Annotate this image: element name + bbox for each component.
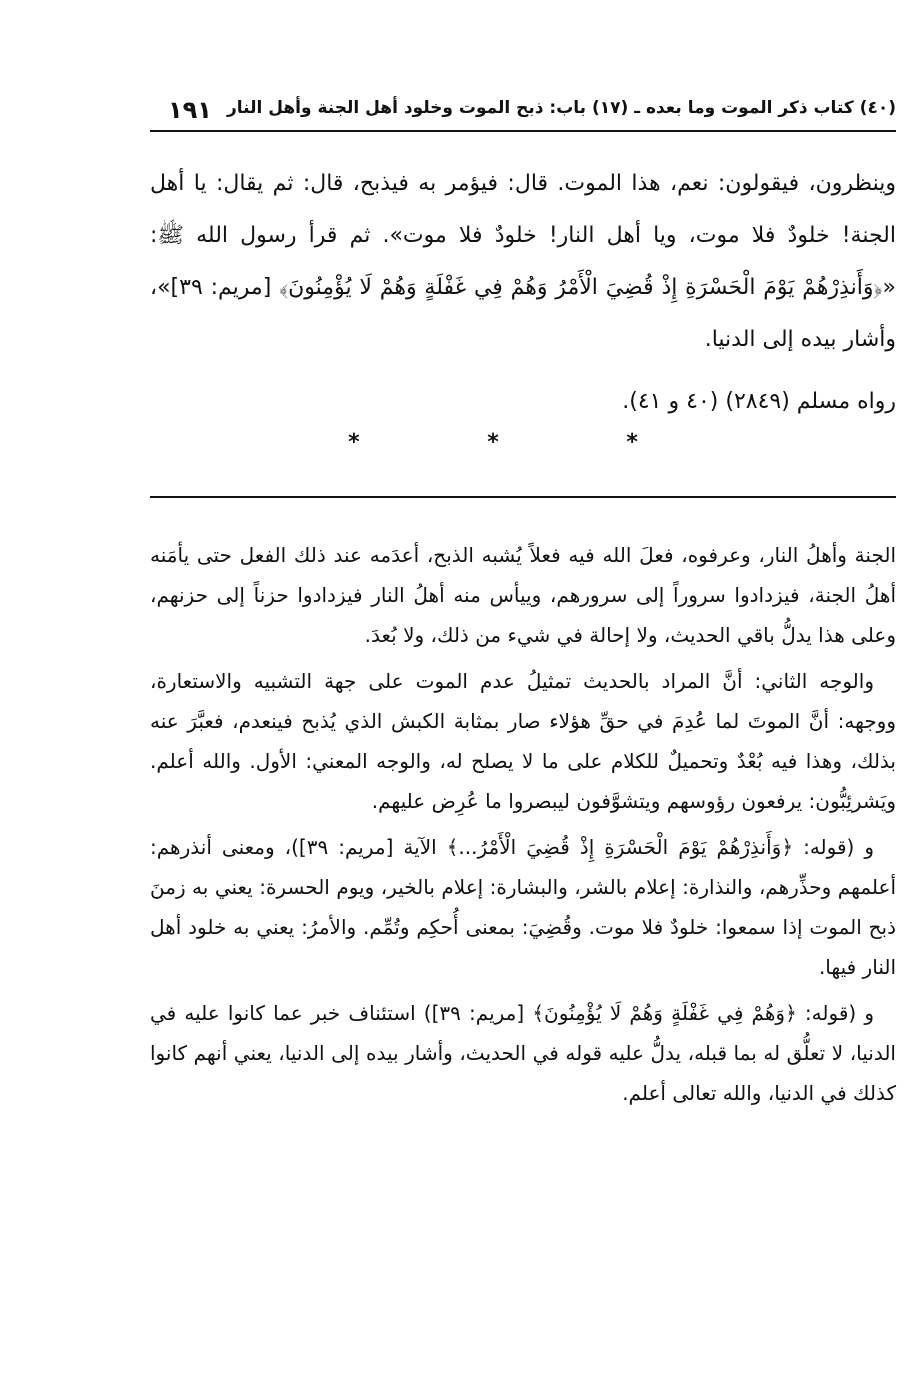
page-number: ١٩١ bbox=[168, 96, 212, 124]
commentary-paragraph-3: و (قوله: ﴿وَأَنذِرْهُمْ يَوْمَ الْحَسْرَةِ إِذْ قُضِيَ الْأَمْرُ...﴾ الآية [مريم: ٣٩])، ومعنى أنذرهم: أعلمهم وحذِّرهم، والنذارة: إعلام بالشر، والبشارة: إعلام بالخير، ويوم الحسرة: يعني به زمنَ ذبح الموت إذا سمعوا: خلودٌ فلا موت. وقُضِيَ: بمعنى أُحكِم وتُمِّم. والأمرُ: يعني به خلود أهل النار فيها. bbox=[150, 835, 896, 979]
section-separator: * * * bbox=[348, 430, 698, 455]
commentary-paragraph-4: و (قوله: ﴿وَهُمْ فِي غَفْلَةٍ وَهُمْ لَا يُؤْمِنُونَ﴾ [مريم: ٣٩]) استئناف خبر عما كانوا عليه في الدنيا، لا تعلُّق له بما قبله، يدلُّ عليه قوله في الحديث، وأشار بيده إلى الدنيا، يعني أنهم كانوا كذلك في الدنيا، والله تعالى أعلم. bbox=[150, 1001, 896, 1105]
hadith-text bbox=[150, 158, 896, 428]
page-header bbox=[150, 96, 896, 132]
commentary-paragraph-1: الجنة وأهلُ النار، وعرفوه، فعلَ الله فيه فعلاً يُشبه الذبح، أعدَمه عند ذلك الفعل حتى يأمَنه أهلُ الجنة، فيزدادوا سروراً إلى سرورهم، وييأس منه أهلُ النار فيزدادوا حزناً إلى حزنهم، وعلى هذا يدلُّ باقي الحديث، ولا إحالة في شيء من ذلك، ولا بُعدَ. bbox=[150, 543, 896, 647]
commentary-paragraph-2: والوجه الثاني: أنَّ المراد بالحديث تمثيلُ عدم الموت على جهة التشبيه والاستعارة، ووجهه: أنَّ الموتَ لما عُدِمَ في حقِّ هؤلاء صار بمثابة الكبش الذي يُذبح فينعدم، فعبَّرَ عنه بذلك، وهذا فيه بُعْدٌ وتحميلٌ للكلام على ما لا يصلح له، والوجه المعني: الأول. والله أعلم. ويَشرئِبُّون: يرفعون رؤوسهم ويتشوَّفون ليبصروا ما عُرِض عليهم. bbox=[150, 669, 896, 813]
commentary-text bbox=[150, 535, 896, 1119]
hadith-paragraph: وينظرون، فيقولون: نعم، هذا الموت. قال: فيؤمر به فيذبح، قال: ثم يقال: يا أهل الجنة! خلودٌ فلا موت، ويا أهل النار! خلودٌ فلا موت». ثم قرأ رسول الله ﷺ: «﴿وَأَنذِرْهُمْ يَوْمَ الْحَسْرَةِ إِذْ قُضِيَ الْأَمْرُ وَهُمْ فِي غَفْلَةٍ وَهُمْ لَا يُؤْمِنُونَ﴾ [مريم: ٣٩]»، وأشار بيده إلى الدنيا. bbox=[150, 171, 896, 352]
hadith-source: رواه مسلم (٢٨٤٩) (٤٠ و ٤١). bbox=[622, 389, 896, 414]
footnote-divider bbox=[150, 496, 896, 498]
running-title: (٤٠) كتاب ذكر الموت وما بعده ـ (١٧) باب: ذبح الموت وخلود أهل الجنة وأهل النار bbox=[226, 98, 896, 118]
